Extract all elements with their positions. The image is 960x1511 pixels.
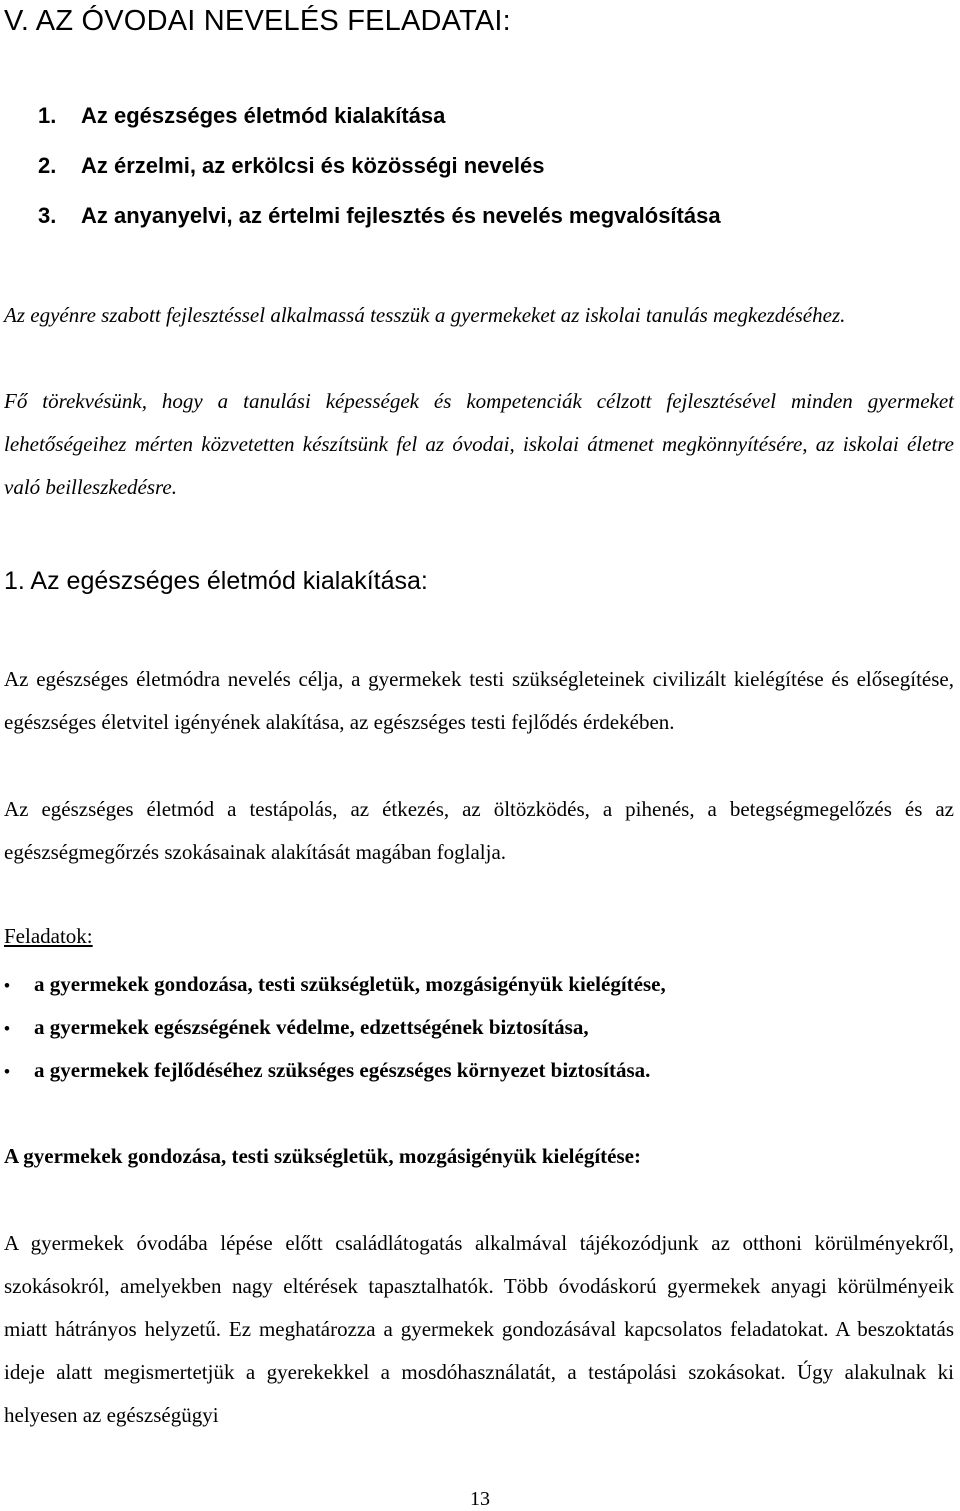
list-item xyxy=(38,96,721,146)
bullet-icon: • xyxy=(4,976,10,995)
section-task-list xyxy=(38,96,721,246)
care-paragraph: A gyermekek óvodába lépése előtt családlátogatás alkalmával tájékozódjunk az otthoni körülményekről, szokásokról, amelyekben nagy eltérések tapasztalhatók. Több óvodáskorú gyermekek anyagi körülményeik miatt hátrányos helyzetű. Ez meghatározza a gyermekek gondozásával kapcsolatos feladatokat. A beszoktatás ideje alatt megismertetjük a gyerekekkel a mosdóhasználatát, a testápolási szokásokat. Úgy alakulnak ki helyesen az egészségügyi xyxy=(4,1231,954,1427)
list-item-text: Az anyanyelvi, az értelmi fejlesztés és nevelés megvalósítása xyxy=(81,203,721,228)
list-item xyxy=(38,196,721,246)
tasks-bullet-list xyxy=(4,964,666,1093)
list-item xyxy=(4,1050,666,1093)
list-item-number: 3. xyxy=(38,203,57,228)
subsection-title: 1. Az egészséges életmód kialakítása: xyxy=(4,567,428,595)
page-number: 13 xyxy=(470,1488,490,1510)
list-item-text: a gyermekek gondozása, testi szükségletük, mozgásigényük kielégítése, xyxy=(34,972,666,996)
list-item-text: Az érzelmi, az erkölcsi és közösségi nevelés xyxy=(81,153,545,178)
list-item-text: a gyermekek egészségének védelme, edzettségének biztosítása, xyxy=(34,1015,589,1039)
scope-paragraph: Az egészséges életmód a testápolás, az étkezés, az öltözködés, a pihenés, a betegségmegelőzés és az egészségmegőrzés szokásainak alakítását magában foglalja. xyxy=(4,797,954,864)
list-item xyxy=(4,964,666,1007)
section-title: V. AZ ÓVODAI NEVELÉS FELADATAI: xyxy=(4,5,511,37)
list-item-text: a gyermekek fejlődéséhez szükséges egészséges környezet biztosítása. xyxy=(34,1058,651,1082)
list-item xyxy=(38,146,721,196)
bullet-icon: • xyxy=(4,1019,10,1038)
intro-paragraph-2: Fő törekvésünk, hogy a tanulási képességek és kompetenciák célzott fejlesztésével minden gyermeket lehetőségeihez mérten közvetetten készítsünk fel az óvodai, iskolai átmenet megkönnyítésére, az iskolai életre való beilleszkedésre. xyxy=(4,389,954,499)
intro-paragraph-1: Az egyénre szabott fejlesztéssel alkalmassá tesszük a gyermekeket az iskolai tanulás megkezdéséhez. xyxy=(4,303,846,327)
list-item-text: Az egészséges életmód kialakítása xyxy=(81,103,446,128)
tasks-heading: Feladatok: xyxy=(4,924,93,948)
care-heading: A gyermekek gondozása, testi szükségletük, mozgásigényük kielégítése: xyxy=(4,1144,641,1168)
list-item xyxy=(4,1007,666,1050)
bullet-icon: • xyxy=(4,1062,10,1081)
goal-paragraph: Az egészséges életmódra nevelés célja, a gyermekek testi szükségleteinek civilizált kielégítése és elősegítése, egészséges életvitel igényének alakítása, az egészséges testi fejlődés érdekében. xyxy=(4,667,954,734)
list-item-number: 1. xyxy=(38,103,57,128)
list-item-number: 2. xyxy=(38,153,57,178)
